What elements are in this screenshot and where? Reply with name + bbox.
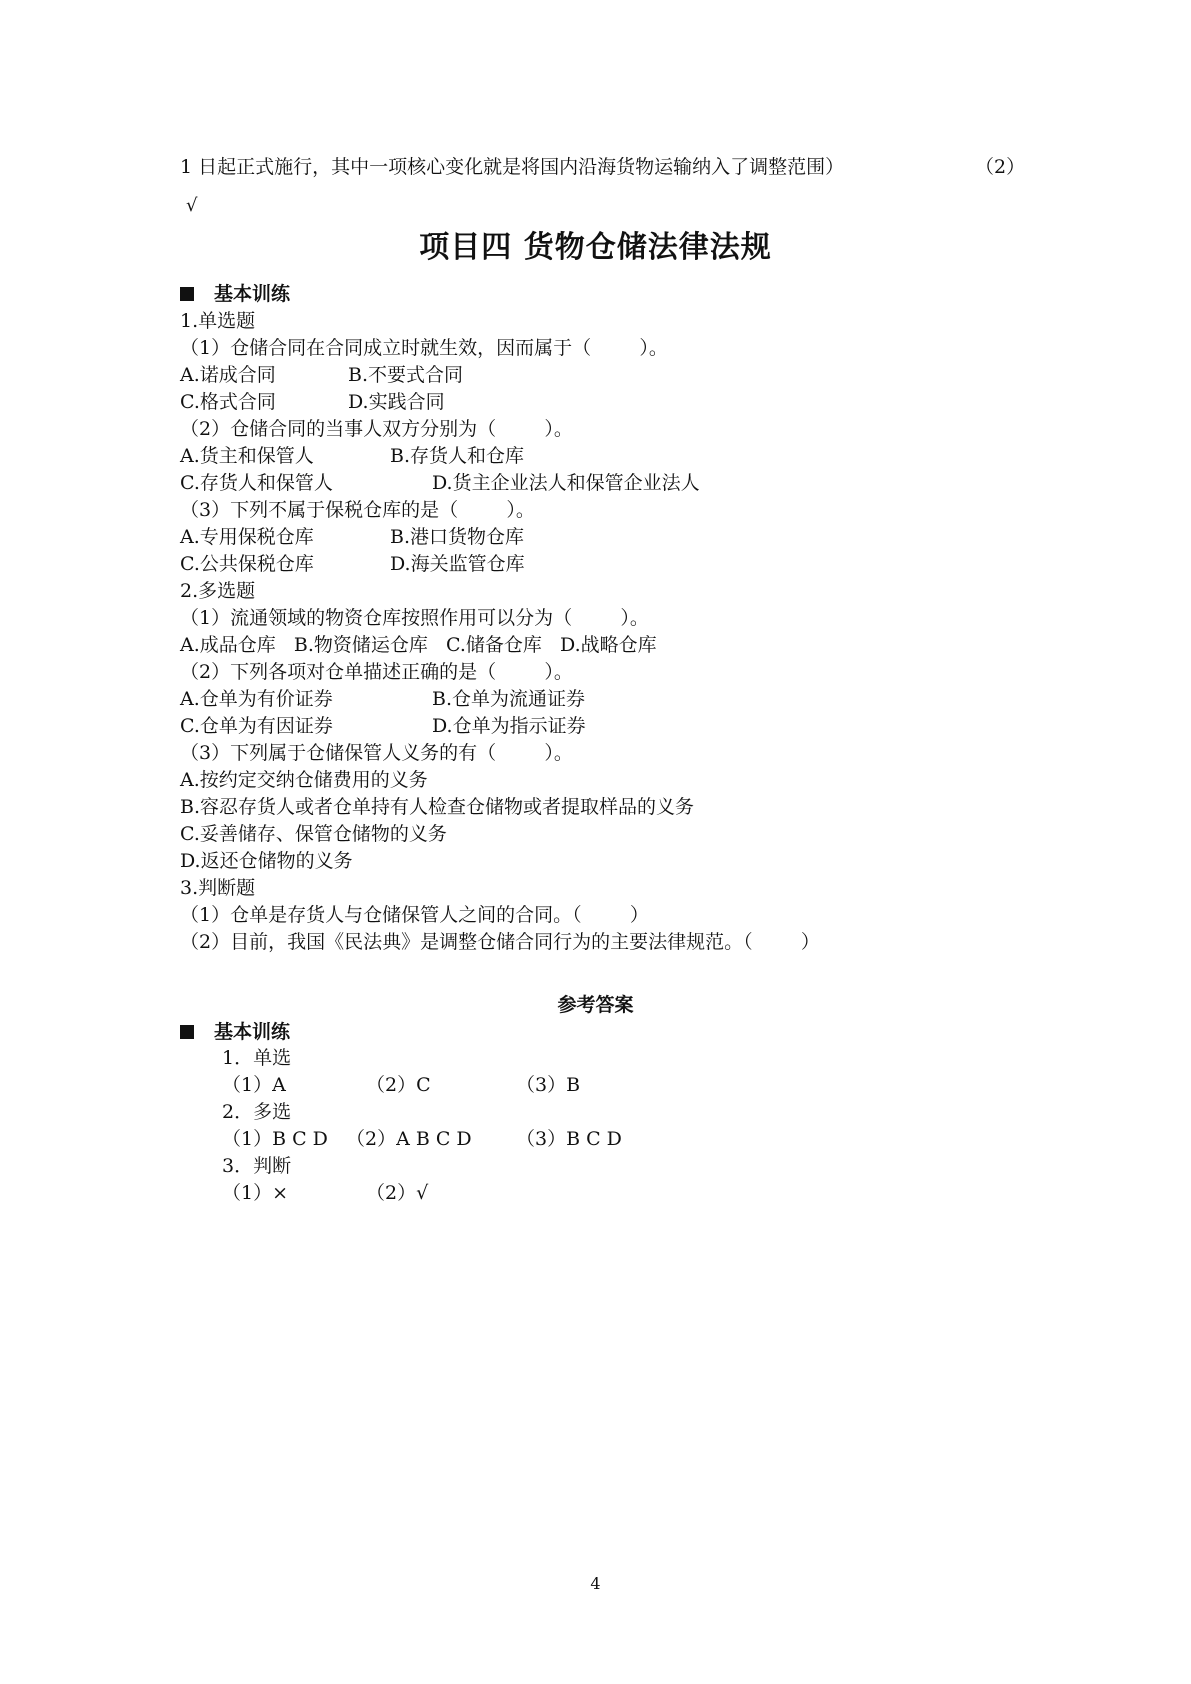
question-stem: （3）下列不属于保税仓库的是（ ）。 [180,499,535,521]
question-stem: （2）仓储合同的当事人双方分别为（ ）。 [180,418,573,440]
judgment-heading: 3.判断题 [180,877,256,899]
judgment-question: （1）仓单是存货人与仓储保管人之间的合同。（ ） [180,904,649,926]
option-b: B.不要式合同 [348,364,464,386]
answer-item: （1）× [222,1182,289,1204]
option-c: C.存货人和保管人 [180,472,333,494]
project-title: 项目四 货物仓储法律法规 [419,230,772,265]
option-b: B.仓单为流通证券 [432,688,586,710]
question-stem: （3）下列属于仓储保管人义务的有（ ）。 [180,742,573,764]
option-a: A.货主和保管人 [180,445,314,467]
option-c: C.妥善储存、保管仓储物的义务 [180,823,447,845]
section-heading [180,282,290,306]
answer-heading: 2．多选 [222,1101,292,1123]
option-a: A.仓单为有价证券 [180,688,333,710]
question-stem: （2）下列各项对仓单描述正确的是（ ）。 [180,661,573,683]
option-d: D.仓单为指示证券 [432,715,586,737]
continuation-check-mark: √ [186,195,198,216]
option-c: C.格式合同 [180,391,276,413]
single-choice-heading: 1.单选题 [180,310,256,332]
option-a: A.专用保税仓库 [180,526,314,548]
continuation-text: 1 日起正式施行，其中一项核心变化就是将国内沿海货物运输纳入了调整范围） [180,156,845,178]
option-d: D.实践合同 [348,391,445,413]
answer-item: （2）√ [366,1182,429,1204]
judgment-question: （2）目前，我国《民法典》是调整仓储合同行为的主要法律规范。（ ） [180,931,820,953]
option-b: B.容忍存货人或者仓单持有人检查仓储物或者提取样品的义务 [180,796,695,818]
option-b: B.存货人和仓库 [390,445,525,467]
answer-item: （3）B C D [516,1128,622,1150]
answer-item: （2）C [366,1074,431,1096]
answer-item: （2）A B C D [346,1128,472,1150]
black-square-icon [180,1025,194,1039]
answers-section-heading [180,1020,290,1044]
question-stem: （1）仓储合同在合同成立时就生效，因而属于（ ）。 [180,337,668,359]
continuation-number: （2） [975,156,1026,178]
option-a: A.诺成合同 [180,364,276,386]
answer-heading: 1．单选 [222,1047,292,1069]
answer-heading: 3．判断 [222,1155,292,1177]
section-label: 基本训练 [214,283,291,305]
answer-item: （1）A [222,1074,286,1096]
answer-item: （1）B C D [222,1128,328,1150]
option-c: C.仓单为有因证券 [180,715,333,737]
page-number: 4 [590,1574,601,1593]
option-d: D.海关监管仓库 [390,553,525,575]
answer-item: （3）B [516,1074,581,1096]
option-b: B.港口货物仓库 [390,526,525,548]
option-line: A.成品仓库 B.物资储运仓库 C.储备仓库 D.战略仓库 [180,634,657,656]
option-d: D.返还仓储物的义务 [180,850,353,872]
option-d: D.货主企业法人和保管企业法人 [432,472,700,494]
option-c: C.公共保税仓库 [180,553,314,575]
answers-title: 参考答案 [557,994,634,1016]
option-a: A.按约定交纳仓储费用的义务 [180,769,428,791]
question-stem: （1）流通领域的物资仓库按照作用可以分为（ ）。 [180,607,649,629]
section-label: 基本训练 [214,1021,291,1043]
multi-choice-heading: 2.多选题 [180,580,256,602]
black-square-icon [180,287,194,301]
